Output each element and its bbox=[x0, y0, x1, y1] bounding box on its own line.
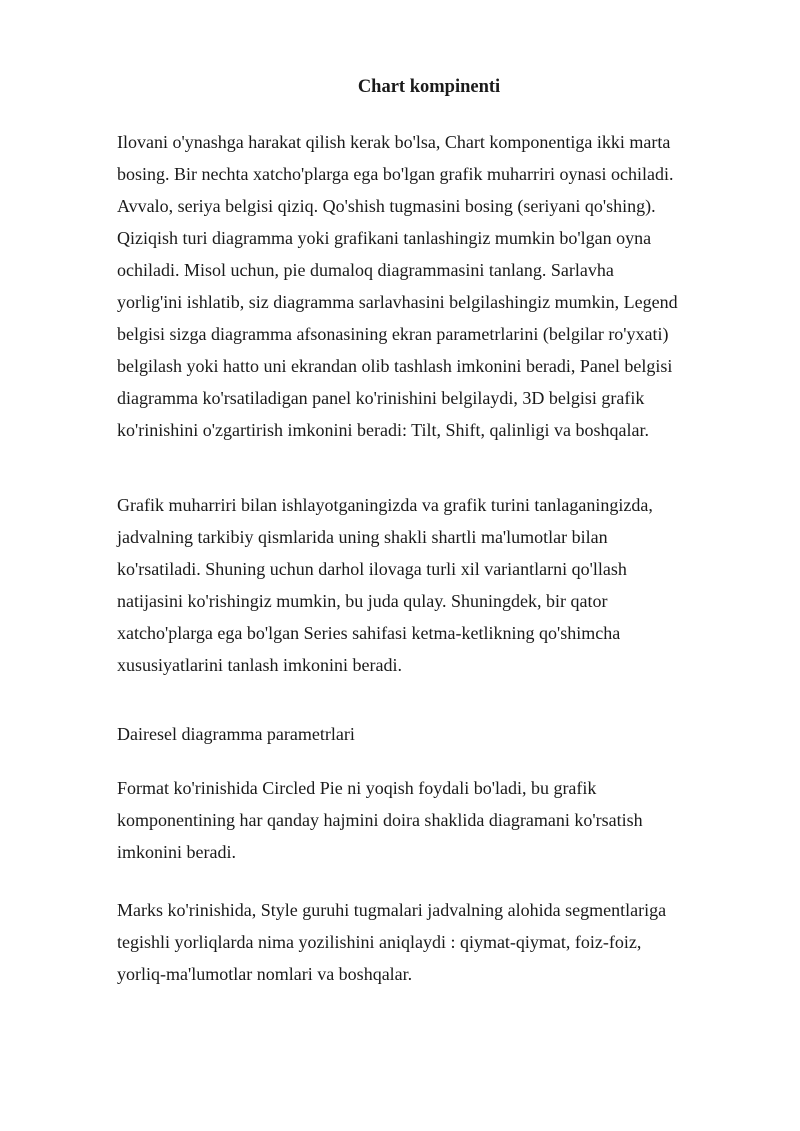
text-line: xatcho'plarga ega bo'lgan Series sahifasi ketma-ketlikning qo'shimcha bbox=[117, 623, 621, 643]
text-line: ko'rsatiladi. Shuning uchun darhol ilovaga turli xil variantlarni qo'llash bbox=[117, 559, 627, 579]
text-line: ko'rinishini o'zgartirish imkonini beradi: Tilt, Shift, qalinligi va boshqalar. bbox=[117, 420, 649, 440]
text-line: yorliq-ma'lumotlar nomlari va boshqalar. bbox=[117, 964, 413, 984]
text-line: bosing. Bir nechta xatcho'plarga ega bo'lgan grafik muharriri oynasi ochiladi. bbox=[117, 164, 674, 184]
text-line: Marks ko'rinishida, Style guruhi tugmalari jadvalning alohida segmentlariga bbox=[117, 900, 667, 920]
page-title: Chart kompinenti bbox=[357, 77, 501, 97]
paragraph-5 bbox=[117, 894, 666, 990]
text-line: jadvalning tarkibiy qismlarida uning shakli shartli ma'lumotlar bilan bbox=[117, 527, 608, 547]
section-heading bbox=[117, 718, 355, 750]
text-line: xususiyatlarini tanlash imkonini beradi. bbox=[117, 655, 402, 675]
text-line: Format ko'rinishida Circled Pie ni yoqish foydali bo'ladi, bu grafik bbox=[117, 778, 597, 798]
text-line: natijasini ko'rishingiz mumkin, bu juda qulay. Shuningdek, bir qator bbox=[117, 591, 608, 611]
text-line: Qiziqish turi diagramma yoki grafikani tanlashingiz mumkin bo'lgan oyna bbox=[117, 228, 652, 248]
text-line: Avvalo, seriya belgisi qiziq. Qo'shish tugmasini bosing (seriyani qo'shing). bbox=[117, 196, 656, 216]
text-line: Ilovani o'ynashga harakat qilish kerak bo'lsa, Chart komponentiga ikki marta bbox=[117, 132, 671, 152]
text-line: imkonini beradi. bbox=[117, 842, 236, 862]
text-line: Grafik muharriri bilan ishlayotganingizda va grafik turini tanlaganingizda, bbox=[117, 495, 653, 515]
paragraph-4 bbox=[117, 772, 643, 868]
text-line: ochiladi. Misol uchun, pie dumaloq diagrammasini tanlang. Sarlavha bbox=[117, 260, 614, 280]
text-line: diagramma ko'rsatiladigan panel ko'rinishini belgilaydi, 3D belgisi grafik bbox=[117, 388, 645, 408]
paragraph-2 bbox=[117, 489, 653, 681]
text-line: tegishli yorliqlarda nima yozilishini aniqlaydi : qiymat-qiymat, foiz-foiz, bbox=[117, 932, 642, 952]
text-line: yorlig'ini ishlatib, siz diagramma sarlavhasini belgilashingiz mumkin, Legend bbox=[117, 292, 678, 312]
paragraph-1 bbox=[117, 126, 678, 446]
text-line: komponentining har qanday hajmini doira shaklida diagramani ko'rsatish bbox=[117, 810, 643, 830]
text-line: belgisi sizga diagramma afsonasining ekran parametrlarini (belgilar ro'yxati) bbox=[117, 324, 669, 344]
text-line: Dairesel diagramma parametrlari bbox=[117, 724, 355, 744]
text-line: belgilash yoki hatto uni ekrandan olib tashlash imkonini beradi, Panel belgisi bbox=[117, 356, 673, 376]
